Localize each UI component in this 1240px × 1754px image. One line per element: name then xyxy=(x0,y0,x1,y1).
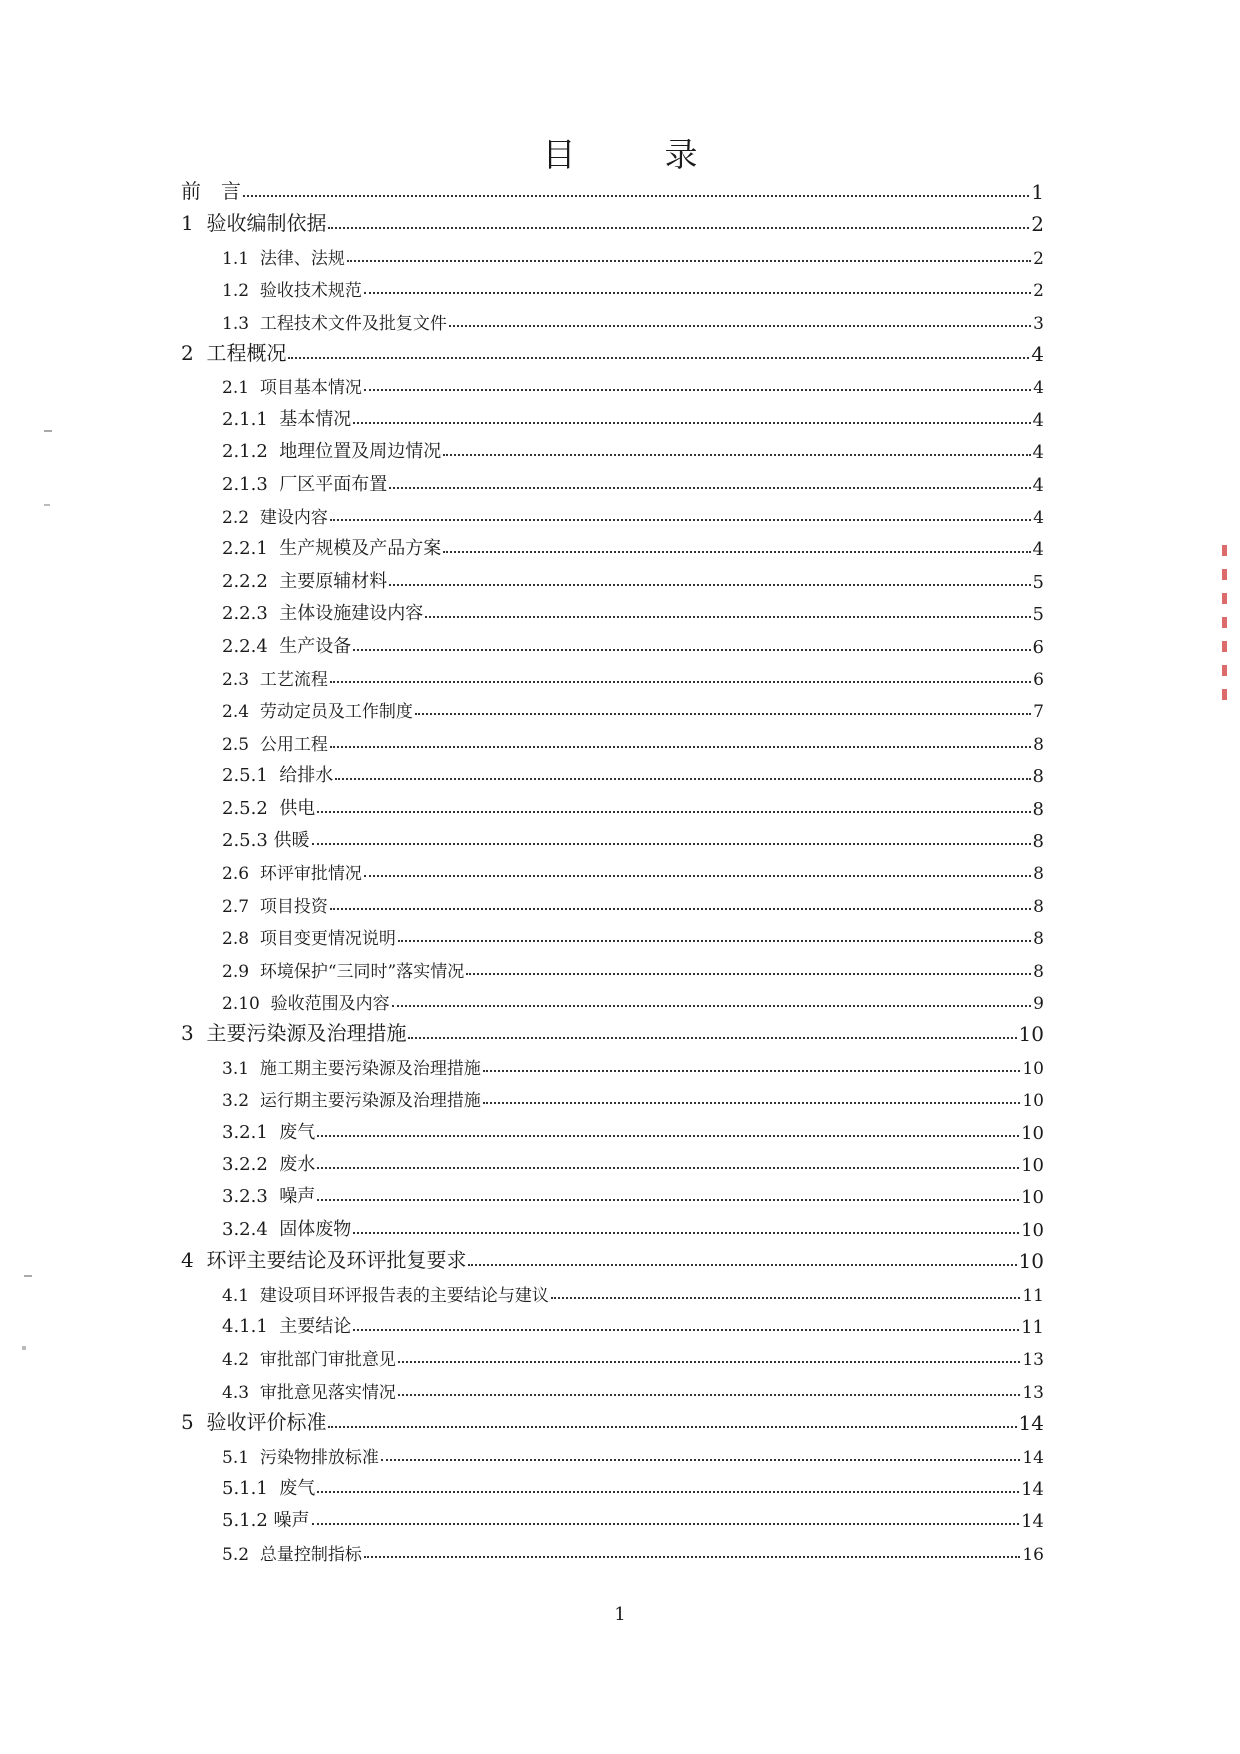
dot-leader xyxy=(398,1394,1021,1396)
scan-speck xyxy=(24,1275,32,1277)
toc-entry-page: 9 xyxy=(1033,994,1044,1014)
toc-entry xyxy=(222,532,1044,560)
toc-entry xyxy=(222,1375,1044,1403)
toc-entry-page: 11 xyxy=(1021,1317,1044,1338)
toc-entry-label: 2.9 环境保护“三同时”落实情况 xyxy=(222,962,465,982)
toc-entry-page: 10 xyxy=(1021,1187,1044,1208)
dot-leader xyxy=(347,260,1031,262)
toc-entry xyxy=(222,1278,1044,1306)
toc-entry-label: 2.2.2 主要原辅材料 xyxy=(222,571,388,592)
toc-entry-page: 4 xyxy=(1032,442,1044,463)
toc-entry-label: 2.5.3 供暖 xyxy=(222,830,310,851)
toc-entry-label: 5.1.1 废气 xyxy=(222,1478,316,1499)
toc-entry xyxy=(222,1472,1044,1500)
toc-entry-label: 3 主要污染源及治理措施 xyxy=(181,1021,407,1045)
dot-leader xyxy=(328,1426,1016,1428)
toc-entry-label: 2.1 项目基本情况 xyxy=(222,378,362,398)
dot-leader xyxy=(415,713,1031,715)
toc-entry-page: 10 xyxy=(1018,1249,1044,1273)
dot-leader xyxy=(288,357,1029,359)
toc-entry-label: 2.6 环评审批情况 xyxy=(222,864,362,884)
toc-entry xyxy=(181,176,1044,204)
toc-entry-page: 4 xyxy=(1032,410,1044,431)
toc-entry-page: 10 xyxy=(1022,1059,1044,1079)
toc-entry-label: 5.1 污染物排放标准 xyxy=(222,1448,379,1468)
toc-entry xyxy=(222,435,1044,463)
toc-entry-page: 10 xyxy=(1021,1123,1044,1144)
toc-entry-page: 7 xyxy=(1033,702,1044,722)
dot-leader xyxy=(317,811,1030,813)
toc-entry-label: 3.2.1 废气 xyxy=(222,1122,316,1143)
toc-entry-page: 10 xyxy=(1021,1155,1044,1176)
toc-entry xyxy=(222,630,1044,658)
dot-leader xyxy=(398,940,1031,942)
toc-entry xyxy=(181,1018,1044,1046)
dot-leader xyxy=(317,1199,1019,1201)
toc-entry-label: 4.3 审批意见落实情况 xyxy=(222,1383,396,1403)
dot-leader xyxy=(443,454,1030,456)
dot-leader xyxy=(389,487,1030,489)
toc-entry-label: 2 工程概况 xyxy=(181,341,287,365)
toc-entry-label: 前 言 xyxy=(181,179,241,203)
toc-entry-page: 1 xyxy=(1031,180,1044,204)
toc-entry-label: 1.2 验收技术规范 xyxy=(222,281,362,301)
dot-leader xyxy=(353,1329,1019,1331)
toc-entry xyxy=(222,694,1044,722)
toc-entry-label: 2.10 验收范围及内容 xyxy=(222,994,390,1014)
toc-entry xyxy=(222,727,1044,755)
toc-entry-label: 4.1 建设项目环评报告表的主要结论与建议 xyxy=(222,1286,549,1306)
dot-leader xyxy=(330,908,1031,910)
toc-entry-label: 2.5 公用工程 xyxy=(222,735,328,755)
toc-entry-page: 4 xyxy=(1033,378,1044,398)
toc-entry-label: 3.2 运行期主要污染源及治理措施 xyxy=(222,1091,481,1111)
toc-entry xyxy=(181,338,1044,366)
toc-entry-page: 14 xyxy=(1022,1448,1044,1468)
toc-entry-label: 2.2 建设内容 xyxy=(222,508,328,528)
dot-leader xyxy=(468,1264,1016,1266)
toc-entry xyxy=(222,921,1044,949)
scan-speck xyxy=(44,504,50,506)
dot-leader xyxy=(328,227,1029,229)
toc-entry-label: 2.2.4 生产设备 xyxy=(222,636,352,657)
toc-entry-label: 2.1.1 基本情况 xyxy=(222,409,352,430)
dot-leader xyxy=(330,519,1031,521)
red-stamp-edge xyxy=(1222,545,1228,735)
toc-entry xyxy=(222,662,1044,690)
dot-leader xyxy=(381,1459,1021,1461)
dot-leader xyxy=(317,1491,1019,1493)
toc-entry-page: 14 xyxy=(1021,1479,1044,1500)
toc-entry-page: 4 xyxy=(1032,475,1044,496)
toc-entry xyxy=(222,597,1044,625)
toc-entry xyxy=(222,1310,1044,1338)
toc-entry-page: 10 xyxy=(1018,1022,1044,1046)
toc-entry xyxy=(222,468,1044,496)
toc-entry xyxy=(222,370,1044,398)
toc-entry xyxy=(222,273,1044,301)
toc-entry xyxy=(222,241,1044,269)
toc-entry-page: 10 xyxy=(1022,1091,1044,1111)
toc-entry xyxy=(222,824,1044,852)
toc-entry xyxy=(222,1504,1044,1532)
toc-entry-page: 2 xyxy=(1033,281,1044,301)
toc-entry-page: 8 xyxy=(1033,929,1044,949)
dot-leader xyxy=(425,616,1030,618)
toc-entry xyxy=(222,792,1044,820)
toc-entry-page: 8 xyxy=(1033,864,1044,884)
dot-leader xyxy=(312,843,1031,845)
toc-entry-label: 2.1.2 地理位置及周边情况 xyxy=(222,441,442,462)
toc-entry-page: 14 xyxy=(1021,1511,1044,1532)
dot-leader xyxy=(466,973,1031,975)
toc-entry xyxy=(181,1245,1044,1273)
toc-entry-label: 1.3 工程技术文件及批复文件 xyxy=(222,314,447,334)
toc-entry xyxy=(222,500,1044,528)
toc-entry xyxy=(222,1051,1044,1079)
toc-entry xyxy=(222,1440,1044,1468)
dot-leader xyxy=(398,1361,1021,1363)
toc-entry-label: 4.2 审批部门审批意见 xyxy=(222,1350,396,1370)
toc-entry-label: 1.1 法律、法规 xyxy=(222,249,345,269)
toc-entry-label: 3.2.3 噪声 xyxy=(222,1186,316,1207)
toc-entry-page: 4 xyxy=(1031,342,1044,366)
toc-entry-page: 4 xyxy=(1033,508,1044,528)
toc-entry xyxy=(222,1213,1044,1241)
dot-leader xyxy=(408,1037,1016,1039)
toc-entry-page: 3 xyxy=(1033,314,1044,334)
toc-entry xyxy=(181,208,1044,236)
toc-entry-label: 2.2.1 生产规模及产品方案 xyxy=(222,538,442,559)
dot-leader xyxy=(551,1297,1021,1299)
toc-entry-page: 13 xyxy=(1022,1350,1044,1370)
page-title: 目 录 xyxy=(542,135,726,174)
dot-leader xyxy=(392,1005,1032,1007)
toc-entry-page: 5 xyxy=(1032,604,1044,625)
toc-entry-page: 8 xyxy=(1032,766,1044,787)
dot-leader xyxy=(317,1135,1019,1137)
toc-entry-label: 2.4 劳动定员及工作制度 xyxy=(222,702,413,722)
dot-leader xyxy=(353,1232,1019,1234)
toc-entry xyxy=(222,1116,1044,1144)
toc-entry-label: 2.5.2 供电 xyxy=(222,798,316,819)
dot-leader xyxy=(483,1070,1021,1072)
toc-entry-page: 8 xyxy=(1033,735,1044,755)
dot-leader xyxy=(353,422,1030,424)
toc-entry-label: 2.7 项目投资 xyxy=(222,897,328,917)
toc-entry-label: 4.1.1 主要结论 xyxy=(222,1316,352,1337)
toc-entry-label: 3.2.2 废水 xyxy=(222,1154,316,1175)
scan-speck xyxy=(22,1346,26,1350)
dot-leader xyxy=(317,1167,1019,1169)
toc-entry-page: 8 xyxy=(1033,897,1044,917)
dot-leader xyxy=(312,1523,1020,1525)
toc-entry xyxy=(222,1180,1044,1208)
toc-entry xyxy=(222,759,1044,787)
toc-entry-page: 10 xyxy=(1021,1220,1044,1241)
toc-entry xyxy=(222,403,1044,431)
dot-leader xyxy=(330,681,1031,683)
dot-leader xyxy=(364,389,1031,391)
dot-leader xyxy=(364,292,1031,294)
toc-entry xyxy=(181,1407,1044,1435)
toc-entry-label: 2.8 项目变更情况说明 xyxy=(222,929,396,949)
toc-entry-label: 3.1 施工期主要污染源及治理措施 xyxy=(222,1059,481,1079)
toc-entry-page: 8 xyxy=(1032,831,1044,852)
toc-entry xyxy=(222,856,1044,884)
toc-entry-page: 6 xyxy=(1032,637,1044,658)
dot-leader xyxy=(335,778,1030,780)
toc-entry xyxy=(222,1537,1044,1565)
dot-leader xyxy=(449,325,1031,327)
dot-leader xyxy=(364,1556,1021,1558)
toc-entry-page: 14 xyxy=(1018,1411,1044,1435)
dot-leader xyxy=(353,649,1030,651)
toc-entry-label: 5 验收评价标准 xyxy=(181,1410,327,1434)
toc-entry-label: 2.2.3 主体设施建设内容 xyxy=(222,603,424,624)
toc-entry-label: 1 验收编制依据 xyxy=(181,211,327,235)
dot-leader xyxy=(243,195,1029,197)
toc-entry-page: 2 xyxy=(1031,212,1044,236)
toc-entry-label: 2.3 工艺流程 xyxy=(222,670,328,690)
toc-entry-label: 5.1.2 噪声 xyxy=(222,1510,310,1531)
dot-leader xyxy=(443,551,1030,553)
toc-entry xyxy=(222,1342,1044,1370)
toc-entry-label: 5.2 总量控制指标 xyxy=(222,1545,362,1565)
toc-entry-label: 2.1.3 厂区平面布置 xyxy=(222,474,388,495)
toc-entry-label: 4 环评主要结论及环评批复要求 xyxy=(181,1248,467,1272)
toc-entry-page: 16 xyxy=(1022,1545,1044,1565)
toc-entry-page: 6 xyxy=(1033,670,1044,690)
toc-entry-page: 13 xyxy=(1022,1383,1044,1403)
toc-entry xyxy=(222,565,1044,593)
toc-entry-page: 8 xyxy=(1033,962,1044,982)
toc-entry xyxy=(222,1148,1044,1176)
toc-entry-page: 4 xyxy=(1032,539,1044,560)
toc-entry-page: 11 xyxy=(1022,1286,1044,1306)
dot-leader xyxy=(483,1102,1021,1104)
toc-entry-label: 3.2.4 固体废物 xyxy=(222,1219,352,1240)
dot-leader xyxy=(364,875,1031,877)
toc-entry xyxy=(222,306,1044,334)
dot-leader xyxy=(330,746,1031,748)
dot-leader xyxy=(389,584,1030,586)
toc-entry-page: 2 xyxy=(1033,249,1044,269)
toc-entry xyxy=(222,889,1044,917)
toc-entry-label: 2.5.1 给排水 xyxy=(222,765,334,786)
toc-entry-page: 8 xyxy=(1032,799,1044,820)
toc-entry-page: 5 xyxy=(1032,572,1044,593)
toc-entry xyxy=(222,954,1044,982)
toc-entry xyxy=(222,986,1044,1014)
scan-speck xyxy=(44,430,52,432)
toc-entry xyxy=(222,1083,1044,1111)
page-number: 1 xyxy=(614,1604,626,1625)
